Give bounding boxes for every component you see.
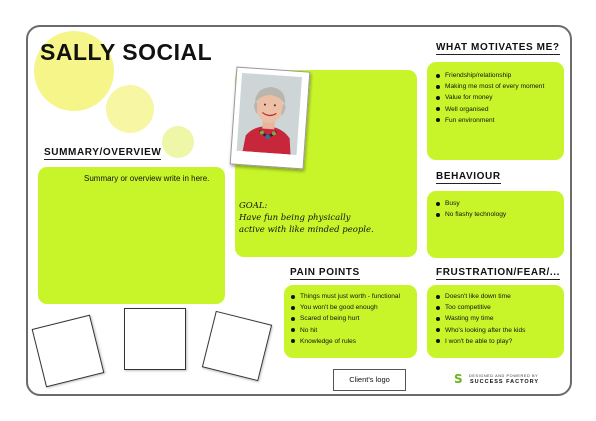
- empty-photo-frame-1[interactable]: [32, 315, 105, 388]
- motivates-box: [427, 62, 564, 160]
- list-item: Friendship/relationship: [433, 70, 558, 81]
- frustration-box: [427, 285, 564, 358]
- goal-line-2: active with like minded people.: [239, 225, 374, 235]
- decorative-circle-medium: [106, 85, 154, 133]
- list-item: I won't be able to play?: [433, 336, 558, 347]
- list-item: Well organised: [433, 104, 558, 115]
- persona-photo: [230, 67, 311, 170]
- pain-points-list: [288, 291, 413, 347]
- behaviour-box: [427, 191, 564, 258]
- list-item: You won't be good enough: [288, 302, 413, 313]
- persona-name: SALLY SOCIAL: [40, 39, 213, 65]
- empty-photo-frame-2[interactable]: [124, 308, 186, 370]
- list-item: Things must just worth - functional: [288, 291, 413, 302]
- decorative-circle-small: [162, 126, 194, 158]
- list-item: Value for money: [433, 92, 558, 103]
- frustration-heading: FRUSTRATION/FEAR/...: [436, 267, 561, 278]
- list-item: Who's looking after the kids: [433, 325, 558, 336]
- portrait-illustration: [237, 73, 302, 155]
- pain-points-heading: PAIN POINTS: [290, 267, 360, 278]
- motivates-heading: WHAT MOTIVATES ME?: [436, 42, 560, 53]
- brand-name: SUCCESS FACTORY: [470, 379, 540, 385]
- goal-line-1: Have fun being physically: [239, 213, 351, 223]
- success-factory-logo: [454, 373, 564, 387]
- behaviour-list: [433, 198, 558, 220]
- list-item: Too competitive: [433, 302, 558, 313]
- client-logo-placeholder[interactable]: Client's logo: [333, 369, 406, 391]
- frustration-list: [433, 291, 558, 347]
- list-item: Busy: [433, 198, 558, 209]
- summary-text: Summary or overview write in here.: [84, 174, 210, 183]
- list-item: No hit: [288, 325, 413, 336]
- list-item: Doesn't like down time: [433, 291, 558, 302]
- list-item: No flashy technology: [433, 209, 558, 220]
- summary-heading: SUMMARY/OVERVIEW: [44, 147, 162, 158]
- empty-photo-frame-3[interactable]: [202, 311, 272, 381]
- persona-card: [26, 25, 572, 396]
- brand-tagline: DESIGNED AND POWERED BY: [469, 374, 539, 378]
- goal-label: GOAL:: [239, 201, 268, 211]
- behaviour-heading: BEHAVIOUR: [436, 171, 501, 182]
- list-item: Fun environment: [433, 115, 558, 126]
- list-item: Wasting my time: [433, 313, 558, 324]
- list-item: Making me most of every moment: [433, 81, 558, 92]
- list-item: Scared of being hurt: [288, 313, 413, 324]
- list-item: Knowledge of rules: [288, 336, 413, 347]
- goal-text: [239, 200, 374, 236]
- persona-portrait: [237, 73, 302, 155]
- summary-box[interactable]: [38, 167, 225, 304]
- success-factory-icon: S: [454, 372, 463, 386]
- pain-points-box: [284, 285, 417, 358]
- motivates-list: [433, 70, 558, 126]
